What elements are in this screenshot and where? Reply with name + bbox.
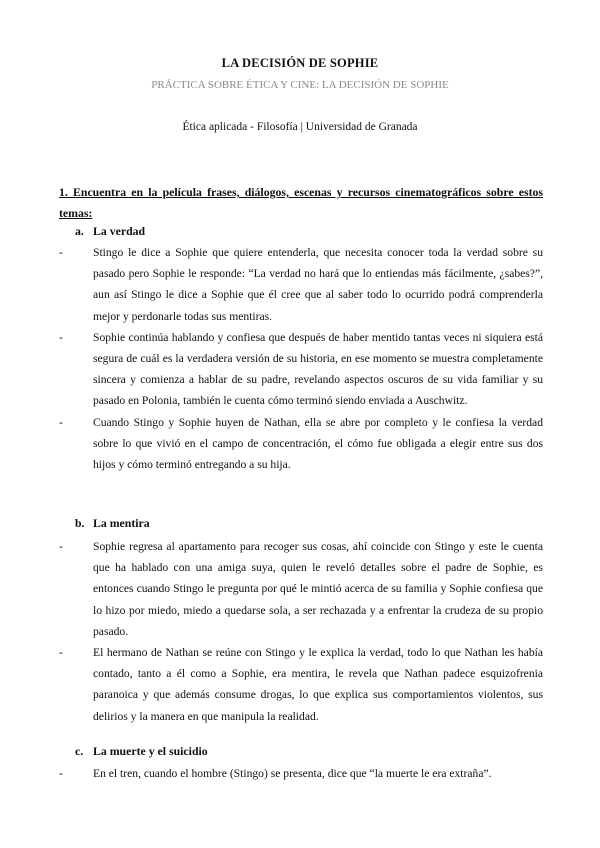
list-item-text: Sophie continúa hablando y confiesa que después de haber mentido tantas veces ni siquiera está segura de cuál es la verdadera versión de su historia, en ese momento se muestra completamente sincera y comienza a hablar de su padre, revelando aspectos oscuros de su vida familiar y su pasado en Polonia, también le cuenta cómo terminó siendo enviada a Auschwitz.	[93, 330, 543, 408]
section-death	[59, 741, 543, 784]
list-item-text: En el tren, cuando el hombre (Stingo) se presenta, dice que “la muerte le era extraña”.	[93, 767, 492, 780]
course-info: Ética aplicada - Filosofía | Universidad de Granada	[182, 121, 418, 133]
list-item-text: Stingo le dice a Sophie que quiere entenderla, que necesita conocer toda la verdad sobre su pasado pero Sophie le responde: “La verdad no hará que lo entiendas más fácilmente, ¿sabes?”, aun así Stingo le dice a Sophie que él cree que al saber todo lo ocurrido podrá comprenderla mejor y perdonarle todas sus mentiras.	[93, 246, 543, 323]
section-letter: c.	[75, 744, 84, 758]
list-item: - El hermano de Nathan se reúne con Stingo y le explica la verdad, todo lo que Nathan les había contado, tanto a él como a Sophie, era mentira, le revela que Nathan padece esquizofrenia paranoica y que además consume drogas, lo que explica sus comportamientos violentos, sus delirios y la manera en que manipula la realidad.	[59, 646, 543, 723]
list-item: - Sophie continúa hablando y confiesa que después de haber mentido tantas veces ni siquiera está segura de cuál es la verdadera versión de su historia, en ese momento se muestra completamente sincera y comienza a hablar de su padre, revelando aspectos oscuros de su vida familiar y su pasado en Polonia, también le cuenta cómo terminó siendo enviada a Auschwitz.	[59, 330, 543, 408]
section-title: La mentira	[93, 516, 150, 530]
list-item: - Stingo le dice a Sophie que quiere entenderla, que necesita conocer toda la verdad sobre su pasado pero Sophie le responde: “La verdad no hará que lo entiendas más fácilmente, ¿sabes?”, aun así Stingo le dice a Sophie que él cree que al saber todo lo ocurrido podrá comprenderla mejor y perdonarle todas sus mentiras.	[59, 246, 543, 323]
list-item: - Cuando Stingo y Sophie huyen de Nathan, ella se abre por completo y le confiesa la verdad sobre lo que vivió en el campo de concentración, el cómo fue obligada a elegir entre sus dos hijos y cómo terminó entregando a su hija.	[59, 415, 543, 472]
question-heading: 1. Encuentra en la película frases, diálogos, escenas y recursos cinematográficos sobre estos temas:	[59, 185, 543, 220]
list-item: - En el tren, cuando el hombre (Stingo) se presenta, dice que “la muerte le era extraña”.	[59, 767, 492, 780]
list-item-text: Sophie regresa al apartamento para recoger sus cosas, ahí coincide con Stingo y este le cuenta que ha hablado con una amiga suya, quien le reveló detalles sobre el padre de Sophie, es entonces cuando Stingo le pregunta por qué le mintió acerca de su familia y Sophie confiesa que lo hizo por miedo, miedo a quedarse sola, a ser rechazada y a enfrentar la crudeza de su propio pasado.	[93, 540, 543, 638]
document-title: LA DECISIÓN DE SOPHIE	[221, 56, 379, 70]
section-title: La verdad	[93, 224, 146, 238]
section-title: La muerte y el suicidio	[93, 744, 208, 758]
section-heading	[59, 221, 543, 241]
list-item-text: Cuando Stingo y Sophie huyen de Nathan, ella se abre por completo y le confiesa la verdad sobre lo que vivió en el campo de concentración, el cómo fue obligada a elegir entre sus dos hijos y cómo terminó entregando a su hija.	[93, 415, 543, 472]
section-heading	[59, 513, 543, 533]
section-letter: a.	[75, 224, 84, 238]
section-lie	[59, 513, 543, 727]
document-subtitle: PRÁCTICA SOBRE ÉTICA Y CINE: LA DECISIÓN DE SOPHIE	[151, 79, 449, 91]
section-truth	[59, 221, 543, 475]
section-heading	[59, 741, 543, 761]
list-item: - Sophie regresa al apartamento para recoger sus cosas, ahí coincide con Stingo y este le cuenta que ha hablado con una amiga suya, quien le reveló detalles sobre el padre de Sophie, es entonces cuando Stingo le pregunta por qué le mintió acerca de su familia y Sophie confiesa que lo hizo por miedo, miedo a quedarse sola, a ser rechazada y a enfrentar la crudeza de su propio pasado.	[59, 540, 543, 638]
section-letter: b.	[75, 516, 85, 530]
list-item-text: El hermano de Nathan se reúne con Stingo y le explica la verdad, todo lo que Nathan les había contado, tanto a él como a Sophie, era mentira, le revela que Nathan padece esquizofrenia paranoica y que además consume drogas, lo que explica sus comportamientos violentos, sus delirios y la manera en que manipula la realidad.	[93, 646, 543, 723]
